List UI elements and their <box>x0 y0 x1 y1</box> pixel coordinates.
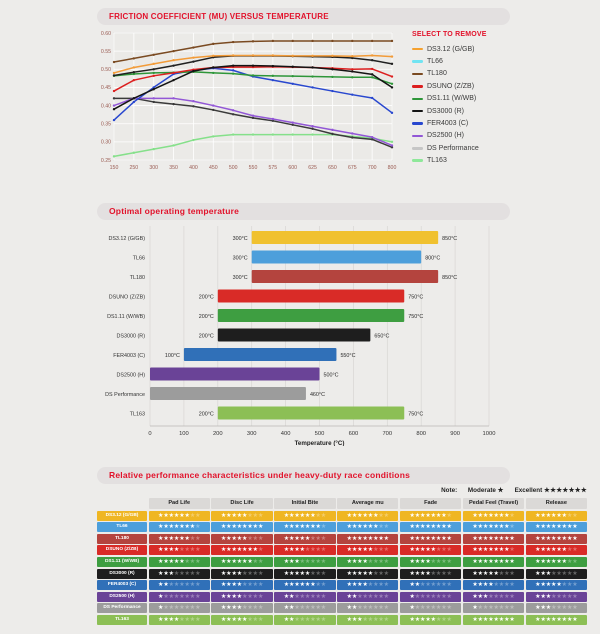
row-label: DS3000 (R) <box>97 569 147 579</box>
rating-cell: ★★★★★★★★ <box>274 522 335 532</box>
rating-cell: ★★★★★★★★ <box>400 603 461 613</box>
legend-label: DS3.12 (G/GB) <box>427 45 475 53</box>
rating-cell: ★★★★★★★★ <box>211 580 272 590</box>
rating-cell: ★★★★★★★★ <box>337 545 398 555</box>
svg-text:200°C: 200°C <box>198 333 214 340</box>
rating-cell: ★★★★★★★★ <box>400 592 461 602</box>
svg-text:800: 800 <box>387 165 397 171</box>
rating-cell: ★★★★★★★★ <box>526 511 587 521</box>
legend-swatch <box>412 147 423 150</box>
legend-item-TL163[interactable] <box>412 155 487 167</box>
temp-bar-TL66 <box>133 251 441 264</box>
legend-swatch <box>412 135 423 138</box>
legend-swatch <box>412 60 423 63</box>
rating-cell: ★★★★★★★★ <box>337 511 398 521</box>
rating-cell: ★★★★★★★★ <box>463 592 524 602</box>
rating-cell: ★★★★★★★★ <box>274 569 335 579</box>
svg-text:300°C: 300°C <box>232 275 248 281</box>
rating-cell: ★★★★★★★★ <box>274 545 335 555</box>
rating-cell: ★★★★★★★★ <box>463 580 524 590</box>
svg-text:0: 0 <box>148 431 152 437</box>
svg-text:TL163: TL163 <box>129 411 145 418</box>
rating-cell: ★★★★★★★★ <box>526 580 587 590</box>
svg-text:850°C: 850°C <box>442 236 458 242</box>
svg-text:650: 650 <box>328 165 337 171</box>
row-label: TL163 <box>97 615 147 625</box>
temp-bar-DS1.11 (W/WB) <box>107 309 423 322</box>
rating-cell: ★★★★★★★★ <box>526 557 587 567</box>
svg-text:Temperature (°C): Temperature (°C) <box>294 440 345 446</box>
rating-cell: ★★★★★★★★ <box>274 592 335 602</box>
rating-cell: ★★★★★★★★ <box>400 511 461 521</box>
legend-item-TL66[interactable] <box>412 55 487 67</box>
svg-text:DS3000 (R): DS3000 (R) <box>116 333 145 340</box>
svg-text:900: 900 <box>450 431 460 437</box>
rating-cell: ★★★★★★★★ <box>400 557 461 567</box>
row-label: TL66 <box>97 522 147 532</box>
svg-text:100°C: 100°C <box>164 353 180 359</box>
rating-cell: ★★★★★★★★ <box>149 615 210 625</box>
rating-cell: ★★★★★★★★ <box>463 545 524 555</box>
svg-text:0.60: 0.60 <box>100 30 111 37</box>
svg-text:600: 600 <box>348 431 359 437</box>
svg-text:700: 700 <box>382 431 393 437</box>
temp-bar-TL180 <box>130 270 458 283</box>
rating-cell: ★★★★★★★★ <box>526 592 587 602</box>
svg-text:450: 450 <box>208 165 218 171</box>
svg-text:0.50: 0.50 <box>100 67 111 74</box>
rating-cell: ★★★★★★★★ <box>149 522 210 532</box>
rating-cell: ★★★★★★★★ <box>526 545 587 555</box>
svg-text:575: 575 <box>268 165 278 171</box>
svg-text:DS1.11 (W/WB): DS1.11 (W/WB) <box>107 314 145 320</box>
svg-text:0.55: 0.55 <box>100 48 111 55</box>
svg-text:700: 700 <box>367 165 377 171</box>
svg-text:850°C: 850°C <box>442 275 458 281</box>
svg-text:0.35: 0.35 <box>100 121 111 128</box>
rating-cell: ★★★★★★★★ <box>274 580 335 590</box>
temp-bar-FER4003 (C) <box>113 348 355 361</box>
note-label: Note: <box>441 487 458 494</box>
rating-cell: ★★★★★★★★ <box>463 511 524 521</box>
column-header: Disc Life <box>211 498 272 509</box>
svg-text:DS Performance: DS Performance <box>105 392 145 398</box>
svg-text:500: 500 <box>228 165 238 171</box>
temp-bar-TL163 <box>130 407 424 420</box>
legend-swatch <box>412 73 423 76</box>
legend-swatch <box>412 48 423 51</box>
column-header: Fade <box>400 498 461 509</box>
rating-cell: ★★★★★★★★ <box>400 615 461 625</box>
rating-cell: ★★★★★★★★ <box>211 534 272 544</box>
rating-cell: ★★★★★★★★ <box>211 603 272 613</box>
rating-cell: ★★★★★★★★ <box>463 603 524 613</box>
performance-table-section <box>97 467 589 625</box>
temp-bar-DS3000 (R) <box>117 329 390 342</box>
legend-item-DS1.11 (W/WB)[interactable] <box>412 93 487 105</box>
svg-text:100: 100 <box>179 431 189 437</box>
svg-text:300: 300 <box>149 165 159 171</box>
rating-cell: ★★★★★★★★ <box>463 615 524 625</box>
row-label: DS Performance <box>97 603 147 613</box>
svg-text:400: 400 <box>189 165 198 171</box>
rating-cell: ★★★★★★★★ <box>337 615 398 625</box>
legend-title: SELECT TO REMOVE <box>412 31 487 38</box>
legend-item-TL180[interactable] <box>412 68 487 80</box>
svg-text:675: 675 <box>347 165 357 171</box>
svg-text:300°C: 300°C <box>232 236 248 242</box>
legend-label: TL66 <box>427 58 443 66</box>
rating-cell: ★★★★★★★★ <box>463 522 524 532</box>
row-label: FER4003 (C) <box>97 580 147 590</box>
column-header: Release <box>526 498 587 509</box>
svg-text:150: 150 <box>109 165 119 171</box>
rating-cell: ★★★★★★★★ <box>337 534 398 544</box>
svg-text:800°C: 800°C <box>425 255 441 262</box>
legend-item-DS3.12 (G/GB)[interactable] <box>412 43 487 55</box>
rating-cell: ★★★★★★★★ <box>211 545 272 555</box>
rating-cell: ★★★★★★★★ <box>149 534 210 544</box>
svg-text:650°C: 650°C <box>374 333 390 340</box>
svg-text:750°C: 750°C <box>408 314 424 320</box>
svg-text:200°C: 200°C <box>198 294 214 301</box>
svg-text:200°C: 200°C <box>198 314 214 320</box>
rating-cell: ★★★★★★★★ <box>149 545 210 555</box>
rating-cell: ★★★★★★★★ <box>211 615 272 625</box>
legend-swatch <box>412 110 423 113</box>
svg-text:750°C: 750°C <box>408 294 424 301</box>
note-moderate-label: Moderate <box>467 487 496 494</box>
legend-label: TL163 <box>427 157 447 165</box>
svg-text:550°C: 550°C <box>340 353 356 359</box>
legend-label: FER4003 (C) <box>427 120 469 128</box>
rating-cell: ★★★★★★★★ <box>400 580 461 590</box>
svg-text:250: 250 <box>129 165 139 171</box>
svg-text:TL180: TL180 <box>129 275 145 281</box>
svg-text:DS3.12 (G/GB): DS3.12 (G/GB) <box>108 236 145 242</box>
moderate-stars: ★ <box>497 487 504 494</box>
rating-cell: ★★★★★★★★ <box>337 522 398 532</box>
legend-label: DS3000 (R) <box>427 107 464 115</box>
column-header: Initial Bite <box>274 498 335 509</box>
column-header: Pad Life <box>149 498 210 509</box>
svg-text:0.40: 0.40 <box>100 103 111 110</box>
legend-item-DSUNO (Z/ZB)[interactable] <box>412 80 487 92</box>
rating-cell: ★★★★★★★★ <box>274 511 335 521</box>
legend-swatch <box>412 159 423 162</box>
rating-cell: ★★★★★★★★ <box>463 534 524 544</box>
row-label: DSUNO (Z/ZB) <box>97 545 147 555</box>
legend-label: DSUNO (Z/ZB) <box>427 82 475 90</box>
rating-cell: ★★★★★★★★ <box>400 534 461 544</box>
column-header: Average mu <box>337 498 398 509</box>
rating-cell: ★★★★★★★★ <box>149 592 210 602</box>
rating-cell: ★★★★★★★★ <box>526 534 587 544</box>
friction-chart-section <box>97 8 589 177</box>
rating-cell: ★★★★★★★★ <box>274 557 335 567</box>
legend-swatch <box>412 122 423 125</box>
legend-label: DS Performance <box>427 144 479 152</box>
svg-text:400: 400 <box>280 431 291 437</box>
rating-cell: ★★★★★★★★ <box>526 569 587 579</box>
svg-text:1000: 1000 <box>482 431 496 437</box>
rating-cell: ★★★★★★★★ <box>274 603 335 613</box>
temp-bar-DS3.12 (G/GB) <box>108 231 457 244</box>
svg-text:0.45: 0.45 <box>100 85 111 92</box>
svg-text:TL66: TL66 <box>132 255 145 262</box>
rating-cell: ★★★★★★★★ <box>337 580 398 590</box>
legend-item-DS Performance[interactable] <box>412 142 487 154</box>
svg-text:DS2500 (H): DS2500 (H) <box>116 372 145 379</box>
rating-cell: ★★★★★★★★ <box>400 522 461 532</box>
legend-item-FER4003 (C)[interactable] <box>412 117 487 129</box>
rating-cell: ★★★★★★★★ <box>400 569 461 579</box>
friction-line-chart <box>97 29 402 177</box>
rating-cell: ★★★★★★★★ <box>211 522 272 532</box>
svg-text:550: 550 <box>248 165 258 171</box>
rating-scale-note <box>97 486 587 496</box>
rating-cell: ★★★★★★★★ <box>337 569 398 579</box>
svg-text:500: 500 <box>314 431 325 437</box>
rating-cell: ★★★★★★★★ <box>149 603 210 613</box>
row-label: DS3.12 (G/GB) <box>97 511 147 521</box>
rating-cell: ★★★★★★★★ <box>211 557 272 567</box>
legend-label: TL180 <box>427 70 447 78</box>
temperature-range-bar-chart <box>97 224 497 446</box>
rating-cell: ★★★★★★★★ <box>400 545 461 555</box>
svg-text:625: 625 <box>308 165 317 171</box>
svg-text:FER4003 (C): FER4003 (C) <box>113 353 145 359</box>
row-label: DS2500 (H) <box>97 592 147 602</box>
friction-chart-title: FRICTION COEFFICIENT (MU) VERSUS TEMPERATURE <box>97 8 510 25</box>
svg-text:800: 800 <box>416 431 427 437</box>
legend-items <box>412 43 487 167</box>
legend-swatch <box>412 85 423 88</box>
rating-cell: ★★★★★★★★ <box>274 615 335 625</box>
rating-cell: ★★★★★★★★ <box>211 592 272 602</box>
rating-cell: ★★★★★★★★ <box>149 557 210 567</box>
svg-text:600: 600 <box>288 165 298 171</box>
rating-cell: ★★★★★★★★ <box>526 522 587 532</box>
operating-temperature-section <box>97 203 589 451</box>
rating-cell: ★★★★★★★★ <box>463 557 524 567</box>
svg-text:460°C: 460°C <box>309 392 325 398</box>
column-header: Pedal Feel (Travel) <box>463 498 524 509</box>
rating-cell: ★★★★★★★★ <box>337 557 398 567</box>
rating-cell: ★★★★★★★★ <box>211 511 272 521</box>
header-spacer <box>97 498 147 509</box>
svg-text:0.25: 0.25 <box>100 157 111 164</box>
rating-cell: ★★★★★★★★ <box>274 534 335 544</box>
svg-text:300°C: 300°C <box>232 255 248 262</box>
row-label: TL180 <box>97 534 147 544</box>
temp-bar-DS Performance <box>105 387 325 400</box>
rating-cell: ★★★★★★★★ <box>526 615 587 625</box>
svg-text:500°C: 500°C <box>323 372 339 379</box>
rating-cell: ★★★★★★★★ <box>149 569 210 579</box>
legend-item-DS3000 (R)[interactable] <box>412 105 487 117</box>
rating-cell: ★★★★★★★★ <box>463 569 524 579</box>
rating-cell: ★★★★★★★★ <box>337 603 398 613</box>
row-label: DS1.11 (W/WB) <box>97 557 147 567</box>
legend-item-DS2500 (H)[interactable] <box>412 130 487 142</box>
excellent-stars: ★★★★★★★ <box>543 487 587 494</box>
svg-text:200: 200 <box>212 431 223 437</box>
legend-swatch <box>412 98 423 101</box>
series-legend <box>412 29 487 177</box>
rating-cell: ★★★★★★★★ <box>337 592 398 602</box>
legend-label: DS2500 (H) <box>427 132 464 140</box>
svg-text:DSUNO (Z/ZB): DSUNO (Z/ZB) <box>108 294 145 301</box>
temp-bar-DSUNO (Z/ZB) <box>109 290 424 303</box>
svg-text:750°C: 750°C <box>408 411 424 418</box>
operating-temperature-title: Optimal operating temperature <box>97 203 510 220</box>
svg-text:300: 300 <box>246 431 257 437</box>
rating-cell: ★★★★★★★★ <box>149 580 210 590</box>
svg-text:0.30: 0.30 <box>100 139 111 146</box>
rating-cell: ★★★★★★★★ <box>526 603 587 613</box>
rating-cell: ★★★★★★★★ <box>149 511 210 521</box>
performance-ratings-table <box>97 498 587 625</box>
svg-text:200°C: 200°C <box>198 411 214 418</box>
rating-cell: ★★★★★★★★ <box>211 569 272 579</box>
note-excellent-label: Excellent <box>514 487 543 494</box>
performance-table-title: Relative performance characteristics under heavy-duty race conditions <box>97 467 510 484</box>
legend-label: DS1.11 (W/WB) <box>427 95 477 103</box>
svg-text:350: 350 <box>169 165 178 171</box>
